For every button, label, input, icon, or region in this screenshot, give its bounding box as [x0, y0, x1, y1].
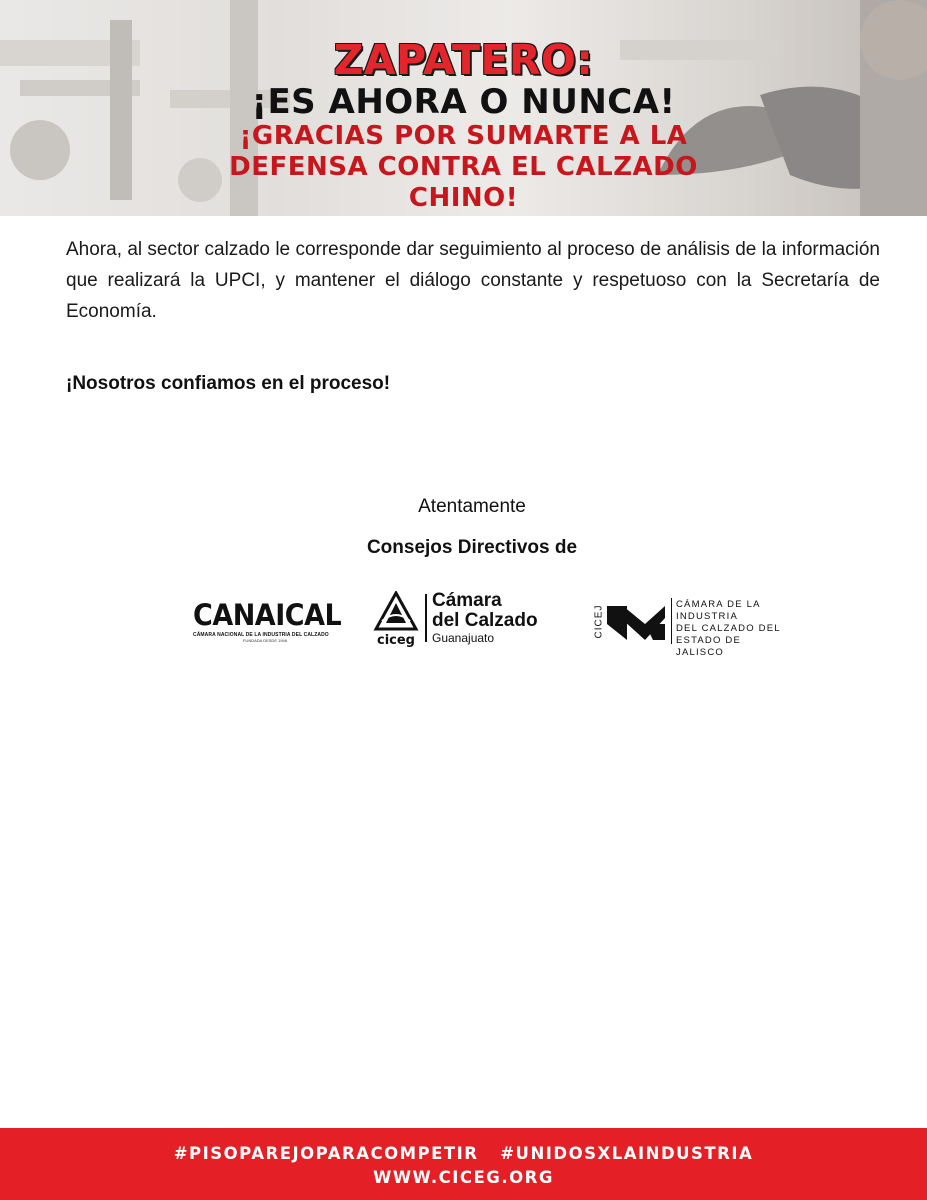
ciceg-name-line-2: del Calzado	[432, 610, 538, 631]
footer-bar	[0, 1128, 927, 1200]
ciceg-emblem-icon	[372, 591, 420, 647]
banner-title: ZAPATERO:	[333, 36, 594, 84]
canaical-logo	[193, 598, 342, 644]
canaical-founded: FUNDADA DESDE 1946	[242, 638, 287, 643]
banner-message-line-2: DEFENSA CONTRA EL CALZADO	[229, 152, 698, 182]
ciceg-logo	[372, 591, 567, 647]
footer-website-link[interactable]: WWW.CICEG.ORG	[373, 1168, 554, 1187]
cicej-name-line-2: DEL CALZADO DEL	[676, 623, 781, 634]
cicej-divider	[671, 598, 672, 644]
banner-subtitle: ¡ES AHORA O NUNCA!	[251, 82, 676, 122]
banner-message-line-3: CHINO!	[408, 183, 519, 213]
emphasis-statement: ¡Nosotros confiamos en el proceso!	[66, 373, 391, 394]
cicej-name-line-1: CÁMARA DE LA INDUSTRIA	[676, 599, 761, 622]
banner-message	[0, 121, 927, 214]
canaical-subtitle: CÁMARA NACIONAL DE LA INDUSTRIA DEL CALZADO	[193, 632, 329, 638]
cicej-emblem-icon	[605, 600, 667, 642]
cicej-acronym: CICEJ	[593, 604, 605, 639]
body-paragraph: Ahora, al sector calzado le corresponde dar seguimiento al proceso de análisis de la información que realizará la UPCI, y mantener el diálogo constante y respetuoso con la Secretaría de Economía.	[66, 239, 880, 322]
cicej-logo	[588, 596, 788, 658]
footer-hashtags: #PISOPAREJOPARACOMPETIR #UNIDOSXLAINDUSTRIA	[173, 1144, 754, 1163]
cicej-name-line-3: ESTADO DE JALISCO	[676, 635, 741, 658]
ciceg-name	[432, 591, 538, 631]
closing-salutation: Atentamente	[418, 496, 526, 517]
ciceg-region: Guanajuato	[432, 631, 495, 645]
cicej-name	[676, 599, 788, 659]
signatories-heading: Consejos Directivos de	[366, 537, 578, 558]
ciceg-divider	[425, 594, 427, 642]
canaical-wordmark: CANAICAL	[193, 598, 342, 633]
ciceg-acronym: ciceg	[377, 633, 415, 647]
banner-message-line-1: ¡GRACIAS POR SUMARTE A LA	[239, 121, 688, 151]
header-banner	[0, 0, 927, 216]
ciceg-name-line-1: Cámara	[432, 590, 502, 611]
